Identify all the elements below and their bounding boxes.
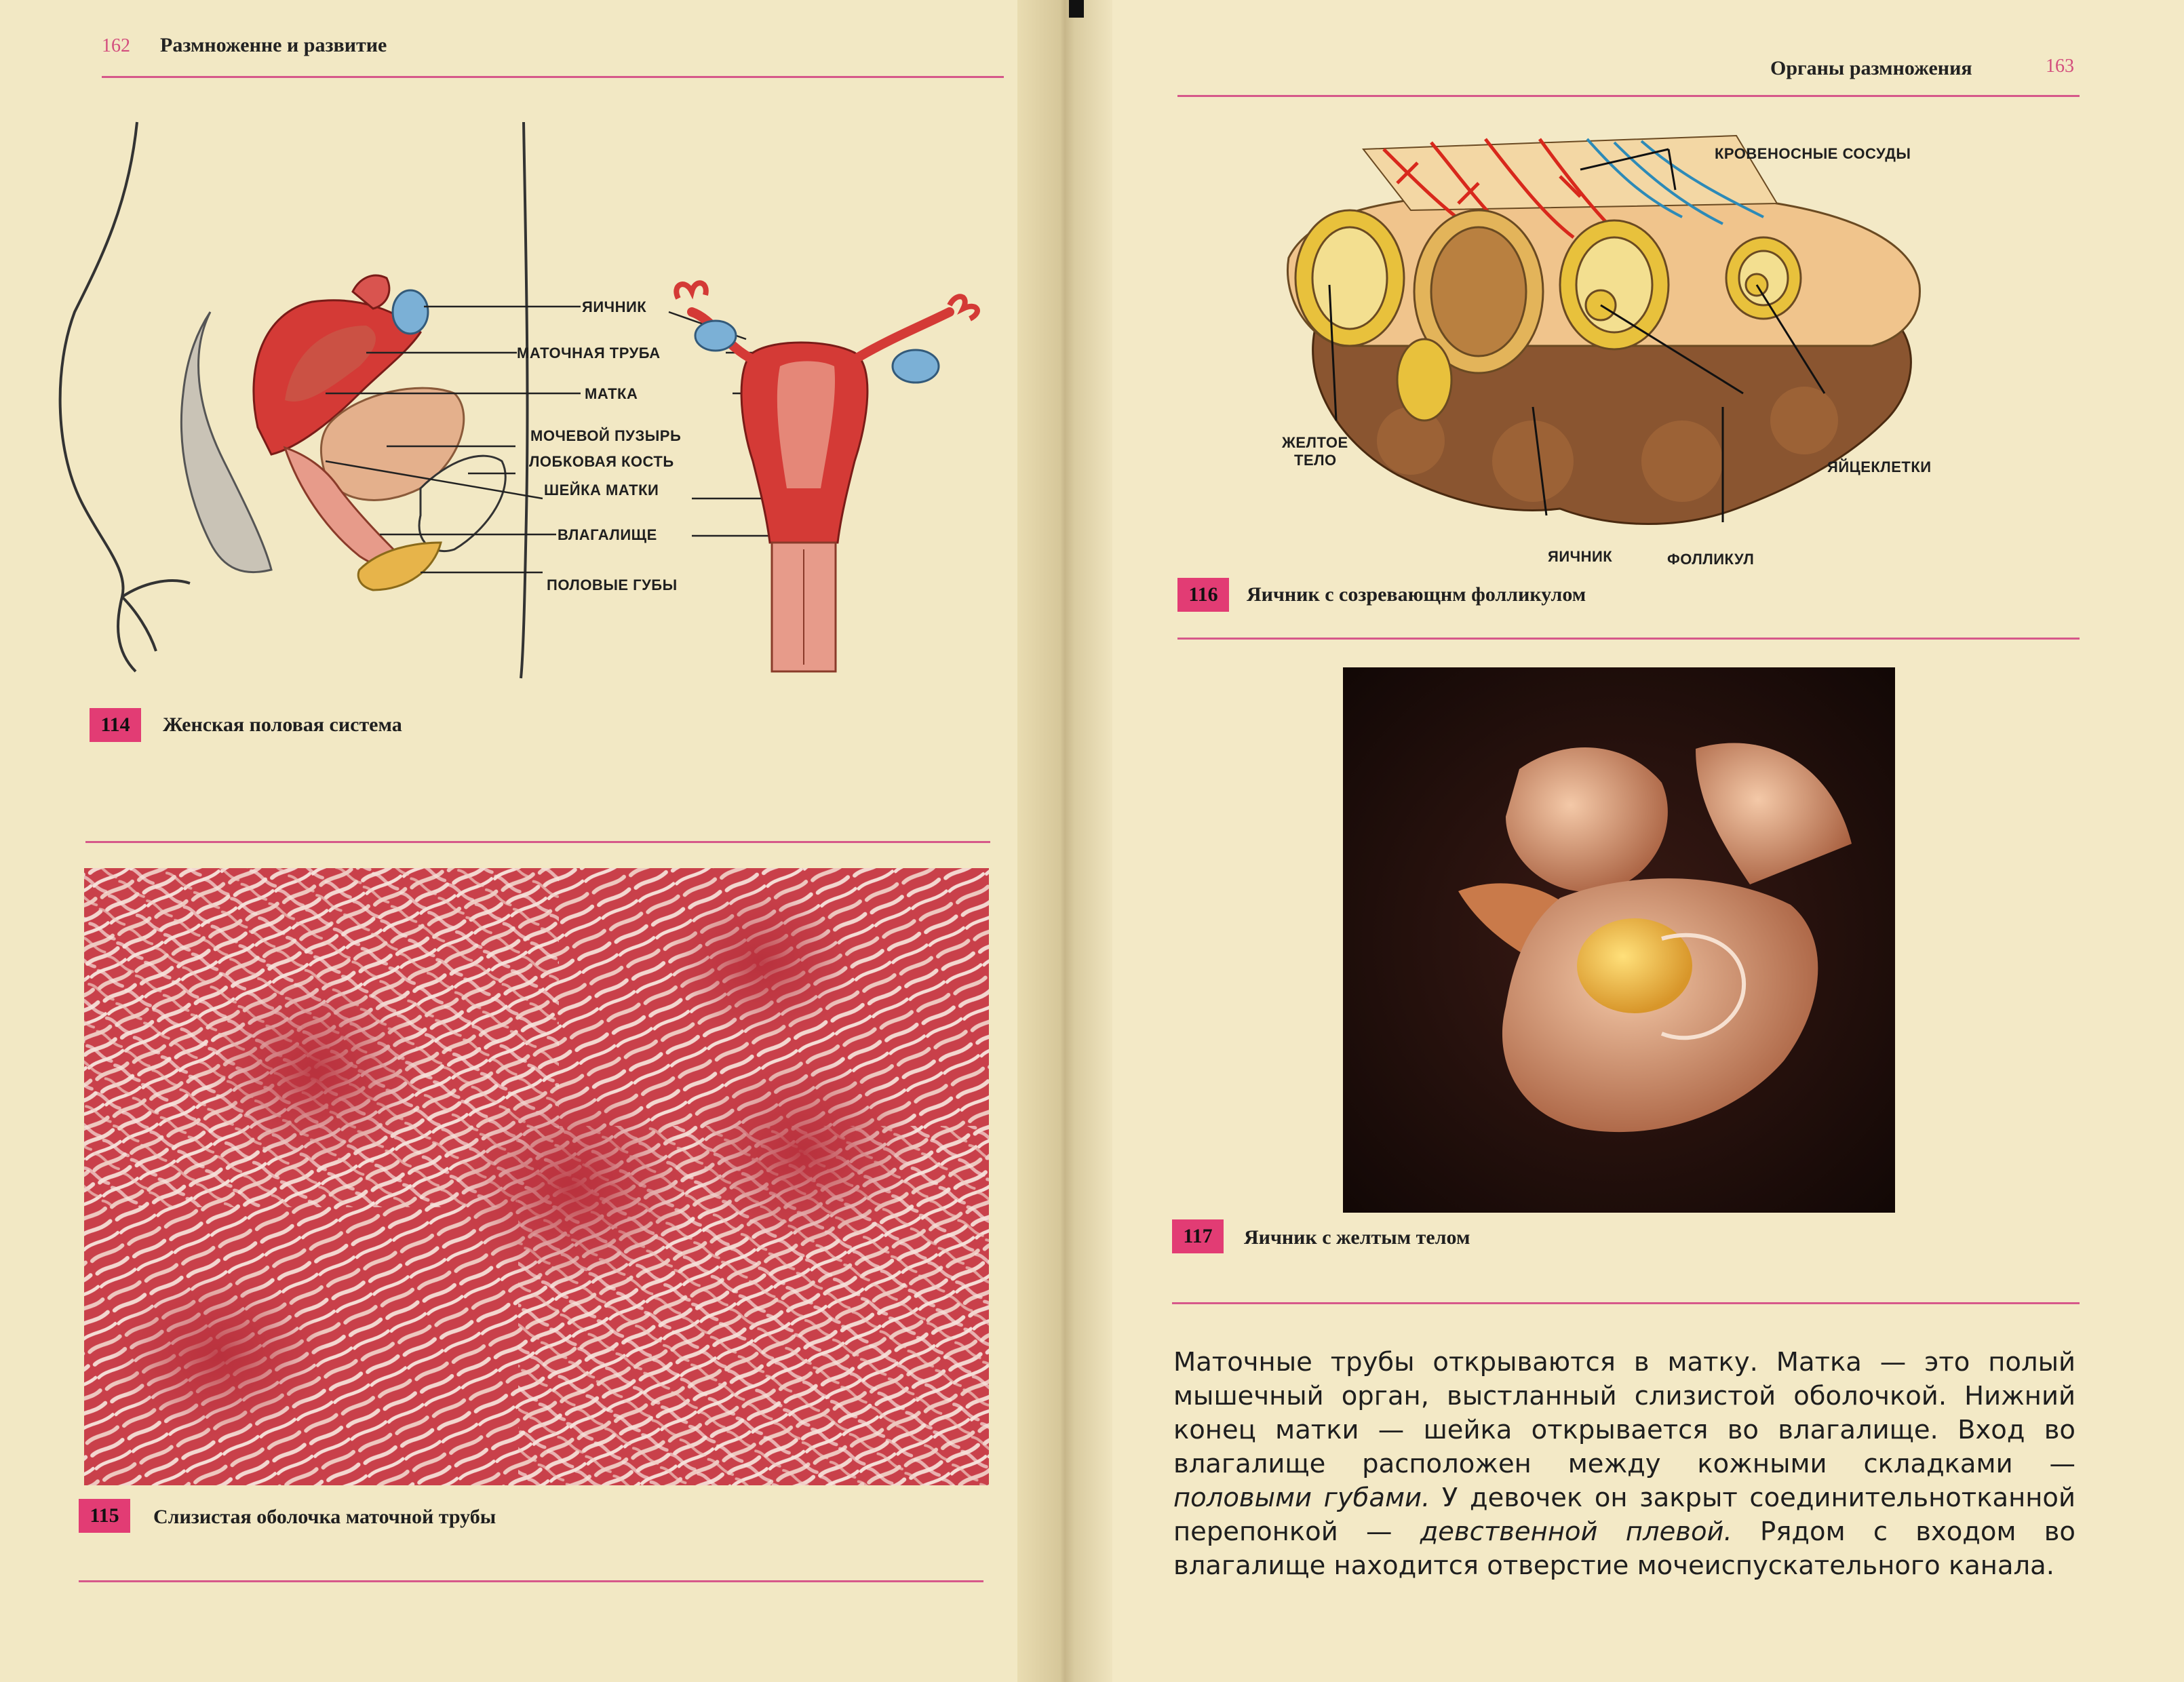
label-ovary: ЯИЧНИК	[582, 298, 647, 315]
figure-117-photo	[1343, 667, 1895, 1213]
figure-115-photo	[84, 868, 989, 1485]
label-corpus-luteum-line2: ТЕЛО	[1294, 452, 1337, 469]
figure-115-caption: Слизистая оболочка маточной трубы	[153, 1506, 496, 1528]
label-uterus: МАТКА	[585, 385, 638, 402]
label-follicle: ФОЛЛИКУЛ	[1667, 551, 1755, 568]
label-cervix: ШЕЙКА МАТКИ	[544, 482, 659, 498]
figure-117-number: 117	[1172, 1219, 1224, 1253]
label-ovary-116: ЯИЧНИК	[1548, 548, 1613, 565]
label-vagina: ВЛАГАЛИЩЕ	[558, 526, 657, 543]
label-labia: ПОЛОВЫЕ ГУБЫ	[547, 576, 678, 593]
label-bladder: МОЧЕВОЙ ПУЗЫРЬ	[530, 427, 682, 444]
ovary-front-right	[893, 350, 939, 383]
label-fallopian-tube: МАТОЧНАЯ ТРУБА	[517, 345, 661, 361]
right-running-title: Органы размножения	[1770, 57, 1972, 79]
figure-114-diagram	[41, 109, 1004, 692]
right-mid-rule	[1177, 638, 2080, 640]
book-gutter	[1017, 0, 1112, 1682]
label-blood-vessels: КРОВЕНОСНЫЕ СОСУДЫ	[1715, 145, 1911, 162]
label-eggs: ЯЙЦЕКЛЕТКИ	[1827, 458, 1932, 475]
left-header-rule	[102, 76, 1004, 78]
paragraph-part-3: Рядом с входом во влагалище находится отверстие мочеиспускательного канала.	[1173, 1517, 2075, 1581]
binding-mark	[1069, 0, 1084, 18]
left-page-number: 162	[102, 35, 130, 56]
left-mid-rule	[85, 841, 990, 843]
right-page-number: 163	[2046, 56, 2074, 77]
figure-114-caption: Женская половая система	[163, 713, 402, 736]
left-bottom-rule	[79, 1580, 983, 1582]
label-pubic-bone: ЛОБКОВАЯ КОСТЬ	[529, 453, 674, 470]
figure-114-number: 114	[90, 708, 141, 742]
figure-116-caption: Яичник с созревающнм фолликулом	[1247, 583, 1586, 606]
term-labia: половыми губами.	[1173, 1483, 1430, 1513]
figure-116-diagram	[1262, 122, 1981, 597]
left-running-title: Размноженне и развитие	[160, 34, 387, 56]
paragraph-part-2: У девочек он закрыт соединительнотканной перепонкой —	[1173, 1483, 2075, 1547]
ovary-side	[393, 290, 428, 334]
term-hymen: девственной плевой.	[1420, 1517, 1732, 1547]
body-outline	[60, 122, 137, 671]
right-lower-rule	[1172, 1302, 2080, 1304]
body-paragraph	[1173, 1346, 2075, 1583]
rectum	[181, 312, 271, 572]
label-corpus-luteum-line1: ЖЕЛТОЕ	[1282, 434, 1348, 451]
paragraph-part-1: Маточные трубы открываются в матку. Матка — это полый мышечный орган, выстланный слизистой оболочкой. Нижний конец матки — шейка открывается во влагалище. Вход во влагалище расположен между кожными складками —	[1173, 1347, 2075, 1479]
figure-116-number: 116	[1177, 578, 1229, 612]
figure-115-number: 115	[79, 1499, 130, 1533]
midline	[521, 122, 527, 678]
right-header-rule	[1177, 95, 2080, 97]
ovary-front-left	[695, 321, 736, 351]
figure-117-caption: Яичник с желтым телом	[1244, 1226, 1470, 1249]
